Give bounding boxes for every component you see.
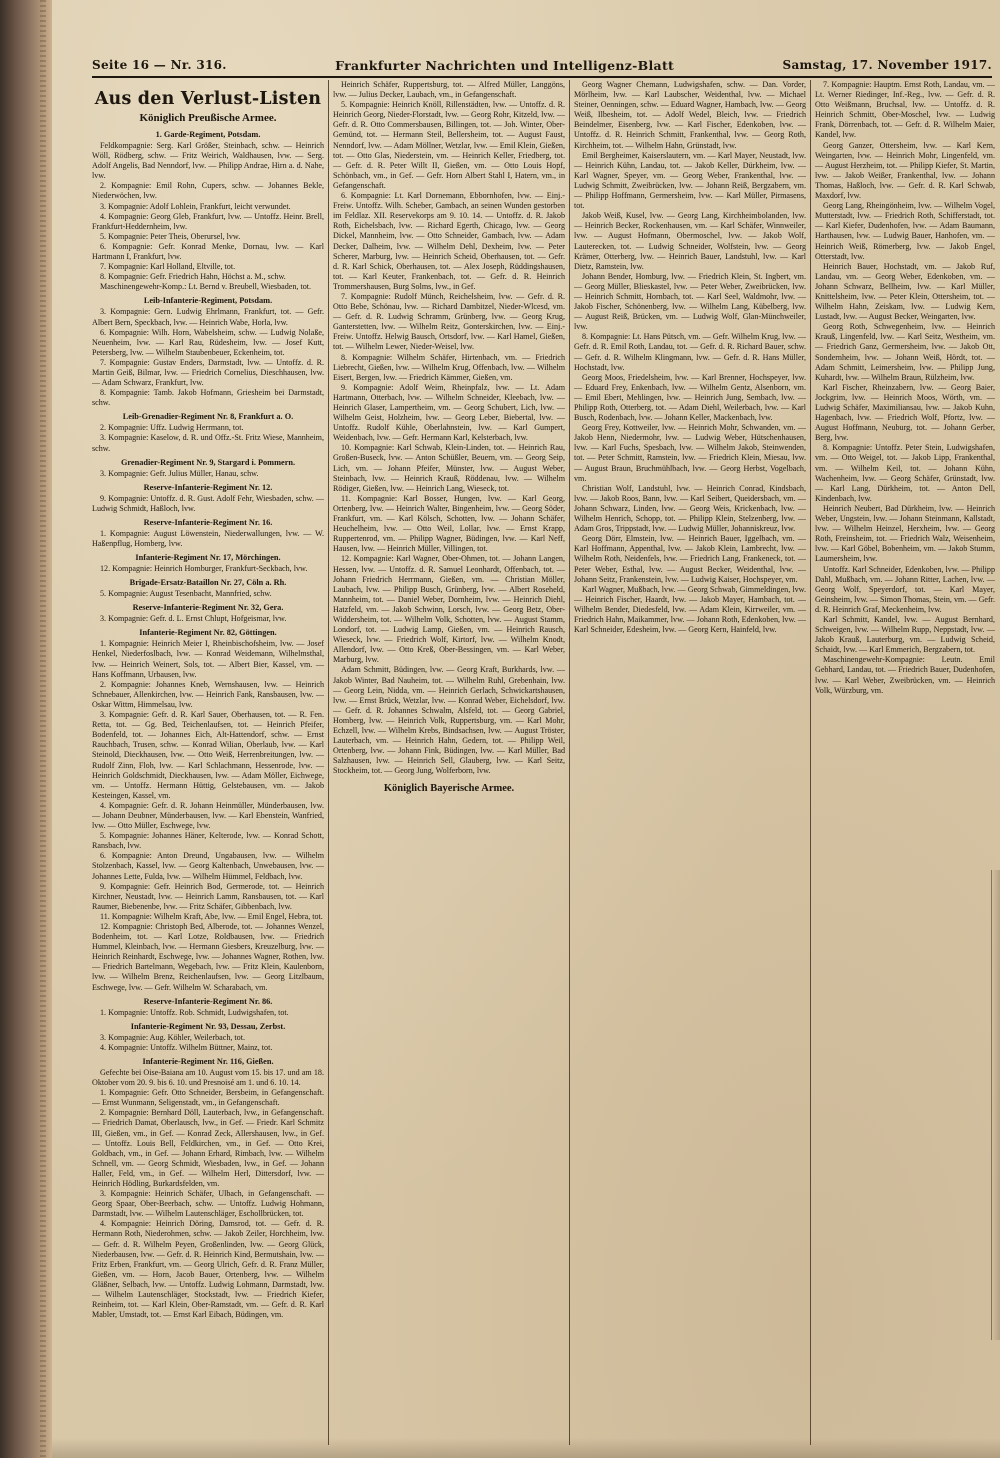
casualty-entry: 12. Kompagnie: Christoph Bed, Alberode, tot. — Johannes Wenzel, Bodenheim, tot. — Karl Lotze, Roldbausen, lvw. — Friedrich Hummel, Kleinbach, lvw. — Hermann Giesbers, Kreuzelburg, lvw. — Heinrich Reinhardt, Eschwege, lvw. — Johannes Wagner, Rothen, lvw. — Friedrich Bartelmann, Wegebach, lvw. — Fritz Klein, Kaulenborn, lvw. — Wilhelm Brenz, Reichenlaufsen, lvw. — Georg Litzlbaum, Eschwege, lvw. — Gefr. Wilhelm W. Scharabach, vm. bbox=[92, 922, 324, 992]
casualty-entry: 8. Kompagnie: Untoffz. Peter Stein, Ludwigshafen, vm. — Otto Weigel, tot. — Jakob Lipp, Frankenthal, vm. — Wilhelm Keil, tot. — Johann Kühn, Wachenheim, lvw. — Georg Schäfer, Grünstadt, lvw. — Karl Lang, Dürkheim, tot. — Anton Dell, Kindenbach, lvw. bbox=[815, 443, 995, 503]
column-1-body bbox=[92, 129, 324, 1320]
casualty-entry: Karl Schmitt, Kandel, lvw. — August Bernhard, Schweigen, lvw. — Wilhelm Rupp, Neppstadt, lvw. — Jakob Krauß, Lauterburg, vm. — Ludwig Scheid, Schaidt, lvw. — Karl Emmerich, Bergzabern, tot. bbox=[815, 614, 995, 655]
casualty-entry: 10. Kompagnie: Karl Schwab, Klein-Linden, tot. — Heinrich Rau, Großen-Buseck, lvw. — Anton Schüßler, Beuern, vm. — Georg Seip, Lich, vm. — Johann Pfeifer, Münster, lvw. — August Weber, Steinbach, lvw. — Heinrich Krauß, Röddenau, lvw. — Wilhelm Rödiger, Gießen, lvw. — Heinrich Lang, Wieseck, tot. bbox=[333, 443, 565, 493]
page-bottom-shadow bbox=[52, 1438, 1000, 1458]
casualty-entry: Jakob Weiß, Kusel, lvw. — Georg Lang, Kirchheimbolanden, lvw. — Heinrich Becker, Rockenhausen, vm. — Karl Schäfer, Winnweiler, lvw. — August Hofmann, Obermoschel, lvw. — Jakob Wolf, Lauterecken, tot. — Ludwig Schneider, Wolfstein, lvw. — Georg Krämer, Otterberg, lvw. — Heinrich Bauer, Landstuhl, lvw. — Karl Dietz, Ramstein, lvw. bbox=[574, 211, 806, 271]
regiment-heading: Infanterie-Regiment Nr. 17, Mörchingen. bbox=[135, 553, 281, 563]
casualty-entry: Johann Bender, Homburg, lvw. — Friedrich Klein, St. Ingbert, vm. — Georg Müller, Blieskastel, lvw. — Peter Weber, Zweibrücken, lvw. — Heinrich Schmitt, Hornbach, tot. — Karl Seel, Waldmohr, lvw. — Jakob Fischer, Schönenberg, lvw. — Wilhelm Lang, Kübelberg, lvw. — August Reiß, Brücken, vm. — Ludwig Wolf, Glan-Münchweiler, lvw. bbox=[574, 271, 806, 332]
casualty-entry: 6. Kompagnie: Gefr. Konrad Menke, Dornau, lvw. — Karl Hartmann I, Frankfurt, lvw. bbox=[92, 241, 324, 262]
casualty-entry: Georg Moos, Friedelsheim, lvw. — Karl Brenner, Hochspeyer, lvw. — Eduard Frey, Enkenbach, lvw. — Wilhelm Gentz, Alsenborn, vm. — Emil Ebert, Mehlingen, lvw. — Heinrich Jung, Sembach, lvw. — Philipp Roth, Otterberg, tot. — Adam Diehl, Weilerbach, lvw. — Karl Busch, Rodenbach, lvw. — Johann Keller, Mackenbach, lvw. bbox=[574, 372, 806, 423]
page-number-label: Seite 16 — Nr. 316. bbox=[92, 58, 227, 72]
army-heading-prussia: Königlich Preußische Armee. bbox=[139, 112, 277, 124]
casualty-entry: Gefechte bei Oise-Baiana am 10. August vom 15. bis 17. und am 18. Oktober vom 20. 9. bis 6. 10. und Presnoisé am 1. und 6. 10. 14. bbox=[92, 1067, 324, 1088]
page-fold-edge bbox=[991, 870, 1000, 1340]
regiment-heading: Grenadier-Regiment Nr. 9, Stargard i. Pommern. bbox=[120, 457, 296, 467]
regiment-heading: Leib-Grenadier-Regiment Nr. 8, Frankfurt a. O. bbox=[122, 412, 294, 422]
casualty-entry: Heinrich Neubert, Bad Dürkheim, lvw. — Heinrich Weber, Ungstein, lvw. — Johann Steinmann, Kallstadt, lvw. — Wilhelm Heinzel, Herxheim, lvw. — Georg Roth, Freinsheim, tot. — Friedrich Walz, Weisenheim, lvw. — Karl Göbel, Bobenheim, vm. — Jakob Stumm, Laumersheim, lvw. bbox=[815, 503, 995, 564]
regiment-heading: Leib-Infanterie-Regiment, Potsdam. bbox=[143, 296, 273, 306]
casualty-entry: 1. Kompagnie: August Löwenstein, Niederwallungen, lvw. — W. Haßenpflug, Homberg, lvw. bbox=[92, 528, 324, 548]
casualty-entry: Maschinengewehr-Komp.: Lt. Bernd v. Breubell, Wiesbaden, tot. bbox=[100, 282, 312, 292]
casualty-entry: 3. Kompagnie: Heinrich Schäfer, Ulbach, in Gefangenschaft. — Georg Spaar, Ober-Beerbach, schw. — Untoffz. Ludwig Hohmann, Darmstadt, lvw. — Wilhelm Lautenschläger, Eschollbrücken, tot. bbox=[92, 1189, 324, 1219]
casualty-entry: 12. Kompagnie: Heinrich Homburger, Frankfurt-Seckbach, lvw. bbox=[100, 564, 308, 574]
casualty-entry: 9. Kompagnie: Untoffz. d. R. Gust. Adolf Fehr, Wiesbaden, schw. — Ludwig Schmidt, Haßloch, lvw. bbox=[92, 493, 324, 513]
page-title: Aus den Verlust-Listen bbox=[94, 89, 322, 109]
casualty-entry: Untoffz. Karl Schneider, Edenkoben, lvw. — Philipp Dahl, Mußbach, vm. — Johann Ritter, Lachen, lvw. — Georg Wolf, Speyerdorf, tot. — Karl Mayer, Geinsheim, lvw. — Simon Thomas, Stein, vm. — Gefr. d. R. Heinrich Graf, Meckenheim, lvw. bbox=[815, 564, 995, 614]
column-1 bbox=[92, 80, 324, 1450]
casualty-entry: 3. Kompagnie: Adolf Lohlein, Frankfurt, leicht verwundet. bbox=[100, 201, 291, 211]
column-separator bbox=[328, 80, 329, 1445]
casualty-entry: 12. Kompagnie: Karl Wagner, Ober-Ohmen, tot. — Johann Langen, Hessen, lvw. — Untoffz. d. R. Samuel Leonhardt, Offenbach, tot. — Johann Friedrich Herrmann, Gießen, vm. — Christian Möller, Laubach, lvw. — Philipp Busch, Grünberg, lvw. — Albert Roseheld, Mannheim, tot. — Daniel Weber, Dornheim, lvw. — Heinrich Diehl, Hatzfeld, vm. — Jakob Schwinn, Lorsch, lvw. — Georg Betz, Ober-Widdersheim, tot. — Wilhelm Volk, Schotten, lvw. — August Stamm, Londorf, tot. — Ludwig Lamp, Gießen, vm. — Heinrich Rausch, Wieseck, lvw. — Friedrich Wolf, Kirtorf, lvw. — Wilhelm Knodt, Allendorf, lvw. — Otto Kreß, Ober-Bessingen, vm. — Karl Weber, Marburg, lvw. bbox=[333, 554, 565, 665]
casualty-entry: 7. Kompagnie: Gustav Enders, Darmstadt, lvw. — Untoffz. d. R. Martin Geiß, Bilmar, lvw. — Friedrich Cornelius, Dieschhausen, lvw. — Adam Schwarz, Frankfurt, lvw. bbox=[92, 357, 324, 388]
regiment-heading: Infanterie-Regiment Nr. 116, Gießen. bbox=[142, 1056, 274, 1066]
casualty-entry: 2. Kompagnie: Johannes Kneb, Wernshausen, lvw. — Heinrich Schnebauer, Allenkirchen, lvw. — Heinrich Fank, Ransbausen, lvw. — Oskar Wittm, Himmelsau, lvw. bbox=[92, 679, 324, 709]
casualty-entry: Georg Wagner Chemann, Ludwigshafen, schw. — Dan. Vorder, Mörlheim, lvw. — Karl Laubscher, Weidenthal, lvw. — Michael Steiner, Oenningen, schw. — Eduard Wagner, Hambach, lvw. — Georg Weiß, Ilbesheim, tot. — Adolf Wedel, Bleich, lvw. — Friedrich Beindelmer, Eisenberg, lvw. — Karl Fischer, Edenkoben, lvw. — Untoffz. d. R. Heinrich Schmitt, Frankenthal, lvw. — Georg Roth, Kirchheim, tot. — Wilhelm Hahn, Grünstadt, lvw. bbox=[574, 80, 806, 150]
regiment-heading: 1. Garde-Regiment, Potsdam. bbox=[155, 130, 261, 139]
casualty-entry: 7. Kompagnie: Karl Holland, Eltville, tot. bbox=[100, 262, 236, 272]
column-3-body bbox=[574, 80, 806, 635]
casualty-entry: Adam Schmitt, Büdingen, lvw. — Georg Kraft, Burkhards, lvw. — Jakob Winter, Bad Nauheim, tot. — Wilhelm Ruhl, Grebenhain, lvw. — Georg Lein, Nidda, vm. — Heinrich Gerlach, Schwickartshausen, lvw. — Ernst Brück, Wetzlar, lvw. — Konrad Weber, Eichelsdorf, lvw. — Gefr. d. R. Johannes Schwalm, Alsfeld, tot. — Georg Gabriel, Homberg, lvw. — Heinrich Volk, Ruppertsburg, vm. — Karl Mohr, Echzell, lvw. — Wilhelm Krebs, Bindsachsen, lvw. — August Tröster, Lauterbach, vm. — Heinrich Hahn, Gedern, tot. — Philipp Weil, Ortenberg, lvw. — Johann Fink, Büdingen, lvw. — Karl Müller, Bad Salzhausen, lvw. — Heinrich Sell, Glauberg, lvw. — Karl Seitz, Stockheim, tot. — Georg Jung, Wolferborn, lvw. bbox=[333, 665, 565, 776]
regiment-heading: Reserve-Infanterie-Regiment Nr. 32, Gera. bbox=[132, 603, 284, 613]
casualty-entry: Karl Wagner, Mußbach, lvw. — Georg Schwab, Gimmeldingen, lvw. — Heinrich Fischer, Haardt, lvw. — Jakob Mayer, Hambach, tot. — Wilhelm Bender, Diedesfeld, lvw. — Adam Klein, Kirrweiler, vm. — Friedrich Hahn, Maikammer, lvw. — Johann Roth, Edenkoben, lvw. — Karl Schneider, Edesheim, lvw. — Georg Kern, Hainfeld, lvw. bbox=[574, 584, 806, 635]
masthead-rule bbox=[92, 76, 992, 78]
issue-date: Samstag, 17. November 1917. bbox=[782, 58, 992, 72]
casualty-entry: 8. Kompagnie: Tamb. Jakob Hofmann, Griesheim bei Darmstadt, schw. bbox=[92, 388, 324, 408]
casualty-entry: 3. Kompagnie: Kaselow, d. R. und Offz.-St. Fritz Wiese, Mannheim, schw. bbox=[92, 433, 324, 453]
newspaper-page bbox=[52, 0, 1000, 1458]
casualty-entry: 1. Kompagnie: Untoffz. Rob. Schmidt, Ludwigshafen, tot. bbox=[100, 1007, 289, 1017]
casualty-entry: 2. Kompagnie: Emil Rohn, Cupers, schw. — Johannes Bekle, Niederwöchen, lvw. bbox=[92, 181, 324, 201]
casualty-entry: Georg Dörr, Elmstein, lvw. — Heinrich Bauer, Iggelbach, vm. — Karl Hoffmann, Appenthal, lvw. — Jakob Klein, Lambrecht, lvw. — Wilhelm Roth, Neidenfels, lvw. — Friedrich Lang, Frankeneck, tot. — Peter Weber, Esthal, lvw. — August Becker, Weidenthal, lvw. — Johann Seitz, Frankenstein, lvw. — Ludwig Kaiser, Hochspeyer, vm. bbox=[574, 534, 806, 584]
casualty-entry: 9. Kompagnie: Adolf Weim, Rheinpfalz, lvw. — Lt. Adam Hartmann, Otterbach, lvw. — Wilhelm Schneider, Kleebach, lvw. — Heinrich Glaser, Lampertheim, vm. — Georg Schubert, Lich, lvw. — Wilhelm Geist, Holzheim, lvw. — Georg Leber, Biebertal, lvw. — Untoffz. Rudolf Kühle, Oberlahnstein, lvw. — Karl Gumpert, Weidenbach, lvw. — Gefr. Hermann Karl, Kelsterbach, lvw. bbox=[333, 382, 565, 443]
casualty-entry: 4. Kompagnie: Gefr. d. R. Johann Heinmüller, Münderbausen, lvw. — Johann Deubner, Münderbausen, lvw. — Karl Ebenstein, Wanfried, lvw. — Otto Müller, Eschwege, lvw. bbox=[92, 800, 324, 831]
casualty-entry: 2. Kompagnie: Bernhard Döll, Lauterbach, lvw., in Gefangenschaft. — Friedrich Damat, Oberlausch, lvw., in Gef. — Friedr. Karl Schmitz III, Gießen, vm., in Gef. — Konrad Zeck, Allershausen, lvw., in Gef. — Untoffz. Louis Bell, Feldkirchen, vm., in Gef. — Otto Krei, Goldbach, vm., in Gef. — Johann Erhard, Rimbach, lvw. — Wilhelm Schnell, vm. — Georg Schmidt, Wiesbaden, lvw., in Gef. — Johann Haller, Feld, vm., in Gef. — Wilhelm Herl, Dittersdorf, lvw. — Heinrich Hödling, Burkardsfelden, vm. bbox=[92, 1108, 324, 1188]
newspaper-name: Frankfurter Nachrichten und Intelligenz-Blatt bbox=[335, 57, 675, 73]
casualty-entry: 3. Kompagnie: Gefr. d. R. Karl Sauer, Oberhausen, tot. — R. Fen. Retta, tot. — Gg. Bed, Teichenlaufsen, tot. — Heinrich Pfeifer, Bodenfeld, tot. — Johannes Eich, Alt-Hattendorf, schw. — Ernst Rauchbach, Trusen, schw. — Konrad Wilian, Oberlaub, lvw. — Karl Steinold, Dieckhausen, lvw. — Otto Weiß, Herrenbreitungen, lvw. — Rudolf Zinn, Floh, lvw. — Karl Schlachmann, Hessenrode, lvw. — Heinrich Goldschmidt, Dieckhausen, lvw. — Adam Möller, Eichwege, vm. — Untoffz. Hermann Hüttig, Gelstebausen, vm. — Jakob Kesteingen, Kassel, vm. bbox=[92, 710, 324, 800]
column-3 bbox=[574, 80, 806, 1450]
casualty-entry: 1. Kompagnie: Heinrich Meier I, Rheinbischofsheim, lvw. — Josef Henkel, Niederfoslbach, lvw. — Konrad Weidemann, Wilhelmsthal, lvw. — Heinrich Weinert, Sols, tot. — Albert Bier, Kassel, vm. — Hans Koffmann, Urbausen, lvw. bbox=[92, 639, 324, 679]
casualty-entry: 3. Kompagnie: Gefr. Julius Müller, Hanau, schw. bbox=[100, 468, 259, 478]
regiment-heading: Infanterie-Regiment Nr. 82, Göttingen. bbox=[139, 628, 277, 638]
casualty-entry: Feldkompagnie: Serg. Karl Größer, Steinbach, schw. — Heinrich Wöll, Rödberg, schw. — Fritz Weirich, Waldhausen, lvw. — Serg. Adolf Angelis, Bad Nenndorf, lvw. — Philipp Andrae, Hirn a. d. Nahe, lvw. bbox=[92, 141, 324, 181]
casualty-entry: 3. Kompagnie: Gern. Ludwig Ehrlmann, Frankfurt, tot. — Gefr. Albert Bern, Speckbach, lvw. — Heinrich Wabe, Horla, lvw. bbox=[92, 307, 324, 327]
casualty-entry: 4. Kompagnie: Heinrich Döring, Damsrod, tot. — Gefr. d. R. Hermann Roth, Niederohmen, schw. — Jakob Zeiler, Horchheim, lvw. — Gefr. d. R. Wilhelm Peyen, Großenlinden, lvw. — Georg Glück, Niederbausen, lvw. — Gefr. d. R. Heinrich Kind, Bermutshain, lvw. — Fritz Erben, Frankfurt, vm. — Georg Ulrich, Gefr. d. R. Franz Müller, Gießen, vm. — Horn, Jacob Bauer, Ortenberg, lvw. — Wilhelm Gläßner, Selbach, lvw. — Untoffz. Ludwig Lohmann, Darmstadt, lvw. — Wilhelm Lautenschläger, Stockstadt, lvw. — Friedrich Kiefer, Reinheim, tot. — Karl Klein, Ober-Ramstadt, vm. — Gefr. d. R. Karl Mabler, Umstadt, tot. — Ernst Karl Eibach, Büdingen, vm. bbox=[92, 1219, 324, 1320]
column-2 bbox=[333, 80, 565, 1450]
army-heading-bavaria: Königlich Bayerische Armee. bbox=[383, 783, 515, 795]
casualty-entry: Heinrich Bauer, Hochstadt, vm. — Jakob Ruf, Landau, vm. — Georg Weber, Edenkoben, vm. — Johann Schwarz, Bellheim, lvw. — Karl Müller, Knittelsheim, lvw. — Peter Klein, Ottersheim, tot. — Wilhelm Hahn, Zeiskam, lvw. — Ludwig Kern, Lustadt, lvw. — August Becker, Weingarten, lvw. bbox=[815, 261, 995, 322]
casualty-entry: Georg Lang, Rheingönheim, lvw. — Wilhelm Vogel, Mutterstadt, lvw. — Friedrich Roth, Schifferstadt, tot. — Karl Kiefer, Dudenhofen, lvw. — Adam Baumann, Harthausen, lvw. — Ludwig Bauer, Hanhofen, vm. — Heinrich Weiß, Römerberg, lvw. — Jakob Engel, Otterstadt, lvw. bbox=[815, 201, 995, 261]
casualty-entry: 11. Kompagnie: Wilhelm Kraft, Abe, lvw. — Emil Engel, Hebra, tot. bbox=[100, 911, 323, 921]
casualty-entry: 8. Kompagnie: Gefr. Friedrich Hahn, Höchst a. M., schw. bbox=[100, 272, 286, 282]
regiment-heading: Brigade-Ersatz-Bataillon Nr. 27, Cöln a. Rh. bbox=[129, 578, 287, 588]
regiment-heading: Reserve-Infanterie-Regiment Nr. 86. bbox=[143, 996, 273, 1006]
casualty-entry: 9. Kompagnie: Gefr. Heinrich Bod, Germerode, tot. — Heinrich Kirchner, Neustadt, lvw. — Heinrich Lamm, Ransbausen, tot. — Karl Raumer, Biebenenbe, lvw. — Fritz Schäfer, Gibbenbach, lvw. bbox=[92, 881, 324, 911]
casualty-entry: 6. Kompagnie: Wilh. Horn, Wabelsheim, schw. — Ludwig Nolaße, Neuenheim, lvw. — Karl Rau, Rüdesheim, lvw. — Josef Kutt, Petersberg, lvw. — Wilhelm Staubenbeuer, Eckenheim, tot. bbox=[92, 327, 324, 357]
regiment-heading: Reserve-Infanterie-Regiment Nr. 16. bbox=[143, 517, 273, 527]
casualty-entry: Georg Frey, Kottweiler, lvw. — Heinrich Mohr, Schwanden, vm. — Jakob Henn, Niedermohr, lvw. — Ludwig Weber, Hütschenhausen, lvw. — Karl Fuchs, Spesbach, lvw. — Wilhelm Jakob, Steinwenden, tot. — Peter Schmitt, Ramstein, lvw. — Friedrich Klein, Miesau, lvw. — August Braun, Bruchmühlbach, lvw. — Georg Herbst, Vogelbach, vm. bbox=[574, 423, 806, 483]
casualty-entry: Georg Roth, Schwegenheim, lvw. — Heinrich Krauß, Lingenfeld, lvw. — Karl Seitz, Westheim, vm. — Friedrich Ganz, Germersheim, lvw. — Jakob Ott, Sondernheim, lvw. — Johann Weiß, Hördt, tot. — Adam Schmitt, Leimersheim, lvw. — Philipp Jung, Kuhardt, lvw. — Wilhelm Braun, Rülzheim, lvw. bbox=[815, 322, 995, 382]
column-separator bbox=[810, 80, 811, 1445]
casualty-entry: Emil Bergheimer, Kaiserslautern, vm. — Karl Mayer, Neustadt, lvw. — Heinrich Kühn, Landau, tot. — Jakob Keller, Dürkheim, lvw. — Karl Wagner, Speyer, vm. — Georg Weber, Frankenthal, lvw. — Ludwig Schmitt, Zweibrücken, lvw. — Johann Reiß, Bergzabern, vm. — Philipp Hoffmann, Germersheim, lvw. — Karl Müller, Pirmasens, tot. bbox=[574, 150, 806, 211]
masthead bbox=[92, 55, 992, 75]
casualty-entry: 3. Kompagnie: Aug. Köhler, Weilerbach, tot. bbox=[100, 1032, 245, 1042]
casualty-entry: 5. Kompagnie: August Tesenbacht, Mannfried, schw. bbox=[100, 589, 272, 599]
casualty-entry: Georg Ganzer, Ottersheim, lvw. — Karl Kern, Weingarten, lvw. — Heinrich Mohr, Lingenfeld, vm. — August Herzheim, tot. — Philipp Kiefer, St. Martin, lvw. — Jakob Weißer, Frankenthal, lvw. — Johann Thomas, Haßloch, lvw. — Gefr. d. R. Karl Schwab, Maxdorf, lvw. bbox=[815, 140, 995, 201]
casualty-entry: 6. Kompagnie: Lt. Karl Dornemann, Ebbornhofen, lvw. — Einj.-Freiw. Untoffz. Wilh. Scheber, Gambach, an seinen Wunden gestorben im Feldlaz. XII. Reservekorps am 9. 10. 14. — Untoffz. d. R. Jakob Roth, Eichelsbach, lvw. — Richard Egerth, Chicago, lvw. — Georg Dickel, Mannheim, lvw. — Otto Schneider, Gambach, lvw. — Adam Decker, Dalheim, lvw. — Wilhelm Dehl, Dexheim, lvw. — Peter Scherer, Marburg, lvw. — Heinrich Scheid, Oberhausen, tot. — Gefr. d. R. Karl Schick, Oberhausen, tot. — Alex Joseph, Rüddingshausen, tot. — Karl Keuter, Frankenbach, tot. — Gefr. d. R. Heinrich Trommershausen, Burg Solms, lvw., in Gef. bbox=[333, 191, 565, 291]
column-2-body bbox=[333, 80, 565, 776]
column-4-body bbox=[815, 80, 995, 696]
column-separator bbox=[569, 80, 570, 1445]
casualty-entry: Christian Wolf, Landstuhl, lvw. — Heinrich Conrad, Kindsbach, lvw. — Jakob Roos, Bann, lvw. — Karl Seibert, Queidersbach, vm. — Johann Schwarz, Linden, lvw. — Georg Weis, Krickenbach, lvw. — Wilhelm Henrich, Schopp, tot. — Philipp Klein, Stelzenberg, lvw. — Adam Gros, Trippstadt, lvw. — Ludwig Müller, Johanniskreuz, lvw. bbox=[574, 483, 806, 534]
column-4 bbox=[815, 80, 995, 1450]
casualty-entry: 11. Kompagnie: Karl Bosser, Hungen, lvw. — Karl Georg, Ortenberg, lvw. — Heinrich Walter, Bingenheim, lvw. — Georg Söder, Frankfurt, vm. — Karl Kölsch, Schotten, lvw. — Johann Schäfer, Heuchelheim, lvw. — Otto Weil, Lollar, lvw. — Ernst Krapp, Ruppertenrod, vm. — Philipp Wagner, Büdingen, lvw. — Karl Neff, Hausen, lvw. — Heinrich Müller, Villingen, tot. bbox=[333, 493, 565, 554]
book-binding-edge bbox=[0, 0, 52, 1458]
casualty-entry: 7. Kompagnie: Rudolf Münch, Reichelsheim, lvw. — Gefr. d. R. Otto Bebe, Schönau, lvw. — Richard Dambitzel, Nieder-Wlcesd, vm. — Gefr. d. R. Ludwig Schramm, Grünberg, lvw. — Georg Krug, Ganterstetten, lvw. — Wilhelm Reitz, Gonterskirchen, lvw. — Einj.-Freiw. Untoffz. Helwig Bausch, Ortsdorf, lvw. — Karl Hamel, Gießen, tot. — Wilhelm Lewer, Nieder-Weisel, lvw. bbox=[333, 291, 565, 352]
casualty-entry: 1. Kompagnie: Gefr. Otto Schneider, Bersbeim, in Gefangenschaft. — Ernst Wunmann, Seligenstadt, vm., in Gefangenschaft. bbox=[92, 1088, 324, 1108]
casualty-entry: Maschinengewehr-Kompagnie: Leutn. Emil Gebhard, Landau, tot. — Friedrich Bauer, Dudenhofen, lvw. — Karl Weber, Zweibrücken, vm. — Heinrich Volk, Würzburg, vm. bbox=[815, 655, 995, 695]
casualty-entry: 7. Kompagnie: Hauptm. Ernst Roth, Landau, vm. — Lt. Werner Riedinger, Inf.-Reg., lvw. — Gefr. d. R. Otto Weißmann, Bruchsal, lvw. — Untoffz. d. R. Heinrich Schmitt, Ober-Moschel, lvw. — Ludwig Frank, Dörrenbach, tot. — Gefr. d. R. Wilhelm Maier, Kandel, lvw. bbox=[815, 80, 995, 140]
casualty-entry: 6. Kompagnie: Anton Dreund, Ungabausen, lvw. — Wilhelm Stolzenbach, Kassel, lvw. — Georg Kaltenbach, Unwebausen, lvw. — Johannes Lette, Fulda, lvw. — Wilhelm Hümmel, Feldbach, lvw. bbox=[92, 851, 324, 881]
casualty-entry: 3. Kompagnie: Gefr. d. L. Ernst Chlupt, Hofgeismar, lvw. bbox=[100, 614, 287, 624]
casualty-entry: Karl Fischer, Rheinzabern, lvw. — Georg Baier, Jockgrim, lvw. — Heinrich Moos, Wörth, vm. — Ludwig Schäfer, Maximiliansau, lvw. — Jakob Kuhn, Hagenbach, lvw. — Friedrich Wolf, Pfortz, lvw. — August Hoffmann, Neuburg, tot. — Johann Gerber, Berg, lvw. bbox=[815, 382, 995, 443]
casualty-entry: Heinrich Schäfer, Ruppertsburg, tot. — Alfred Müller, Langgöns, lvw. — Julius Decker, Laubach, vm., in Gefangenschaft. bbox=[333, 80, 565, 100]
regiment-heading: Reserve-Infanterie-Regiment Nr. 12. bbox=[143, 482, 273, 492]
casualty-entry: 4. Kompagnie: Untoffz. Wilhelm Büttner, Mainz, tot. bbox=[100, 1042, 273, 1052]
casualty-entry: 5. Kompagnie: Peter Theis, Oberursel, lvw. bbox=[100, 231, 241, 241]
casualty-entry: 5. Kompagnie: Heinrich Knöll, Rillenstädten, lvw. — Untoffz. d. R. Heinrich Georg, Nieder-Florstadt, lvw. — Georg Rohr, Kitzeld, lvw. — Gefr. d. R. Otto Commersbausen, Billingen, tot. — Joh. Winter, Ober-Gemünd, tot. — Hermann Steil, Bellersheim, tot. — August Faust, Nenndorf, lvw. — Adam Möllner, Wetzlar, lvw. — Emil Klein, Gießen, tot. — Otto Glas, Niederstein, vm. — Heinrich Keller, Friedberg, tot. — Gefr. d. R. Peter Willt II, Gießen, vm. — Otto Louis Hopf, Schönbach, vm., in Gef. — Gefr. Horn Albert Stahl I, Hatern, vm., in Gefangenschaft. bbox=[333, 100, 565, 190]
casualty-entry: 2. Kompagnie: Uffz. Ludwig Herrmann, tot. bbox=[100, 423, 244, 433]
casualty-entry: 8. Kompagnie: Wilhelm Schäfer, Hirtenbach, vm. — Friedrich Liebrecht, Gießen, lvw. — Wilhelm Krug, Offenbach, lvw. — Wilhelm Eisert, Bergen, lvw. — Friedrich Kämmer, Gießen, vm. bbox=[333, 352, 565, 382]
casualty-entry: 8. Kompagnie: Lt. Hans Pütsch, vm. — Gefr. Wilhelm Krug, lvw. — Gefr. d. R. Emil Roth, Landau, tot. — Gefr. d. R. Richard Bauer, schw. — Gefr. d. R. Wilhelm Klingmann, lvw. — Gefr. d. R. Hans Müller, Hochstadt, lvw. bbox=[574, 332, 806, 372]
regiment-heading: Infanterie-Regiment Nr. 93, Dessau, Zerbst. bbox=[130, 1021, 286, 1031]
casualty-entry: 4. Kompagnie: Georg Gleb, Frankfurt, lvw. — Untoffz. Heinr. Brell, Frankfurt-Heddernheim, lvw. bbox=[92, 211, 324, 231]
casualty-entry: 5. Kompagnie: Johannes Häner, Kelterode, lvw. — Konrad Schott, Ransbach, lvw. bbox=[92, 831, 324, 851]
